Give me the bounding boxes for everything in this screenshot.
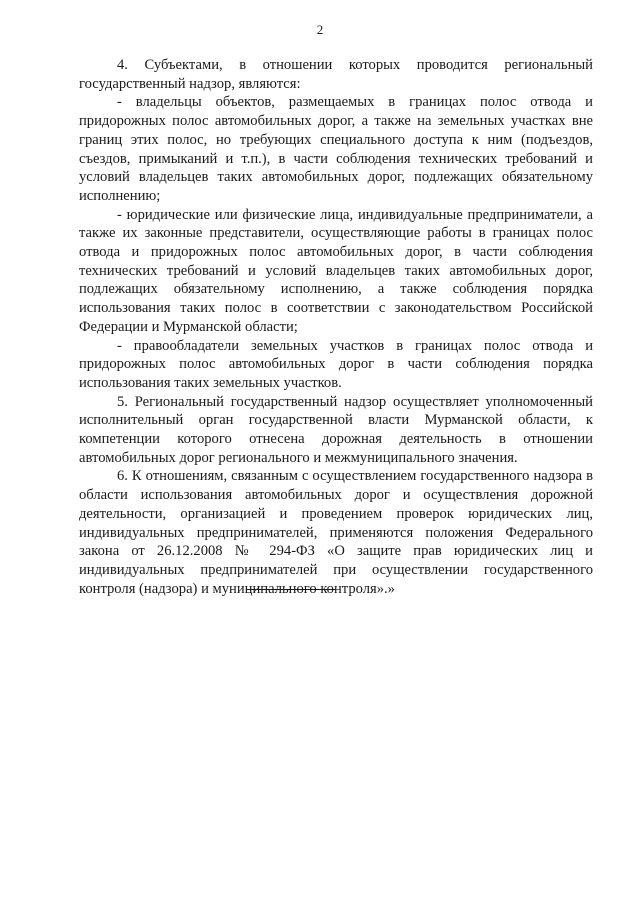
document-body <box>79 56 593 598</box>
paragraph-5-authority: 5. Региональный государственный надзор осуществляет уполномоченный исполнительный орган государственной власти Мурманской области, к компетенции которого отнесена дорожная деятельность в отношении автомобильных дорог регионального и межмуниципального значения. <box>79 393 593 466</box>
paragraph-6-relations: 6. К отношениям, связанным с осуществлением государственного надзора в области использования автомобильных дорог и осуществления дорожной деятельности, организацией и проведением проверок юридических лиц, индивидуальных предпринимателей, применяются положения Федерального закона от 26.12.2008 № 294-ФЗ «О защите прав юридических лиц и индивидуальных предпринимателей при осуществлении государственного контроля (надзора) и муниципального контроля».» <box>79 468 593 597</box>
list-item-legal-persons: - юридические или физические лица, индивидуальные предприниматели, а также их законные представители, осуществляющие работы в границах полос отвода и придорожных полос автомобильных дорог, в части соблюдения технических требований и условий владельцев таких автомобильных дорог, подлежащих обязательному исполнению, а также соблюдения порядка использования таких полос в соответствии с законодательством Российской Федерации и Мурманской области; <box>79 206 593 335</box>
end-separator-line <box>246 589 336 590</box>
page-number: 2 <box>316 22 324 37</box>
list-item-owners: - владельцы объектов, размещаемых в границах полос отвода и придорожных полос автомобильных дорог, а также на земельных участках вне границ этих полос, но требующих специального доступа к ним (подъездов, съездов, примыканий и т.п.), в части соблюдения технических требований и условий владельцев таких автомобильных дорог, подлежащих обязательному исполнению; <box>79 94 593 204</box>
list-item-land-rightholders: - правообладатели земельных участков в границах полос отвода и придорожных полос автомобильных дорог в части соблюдения порядка использования таких земельных участков. <box>79 337 593 391</box>
paragraph-4-subjects: 4. Субъектами, в отношении которых проводится региональный государственный надзор, являются: <box>79 57 593 92</box>
